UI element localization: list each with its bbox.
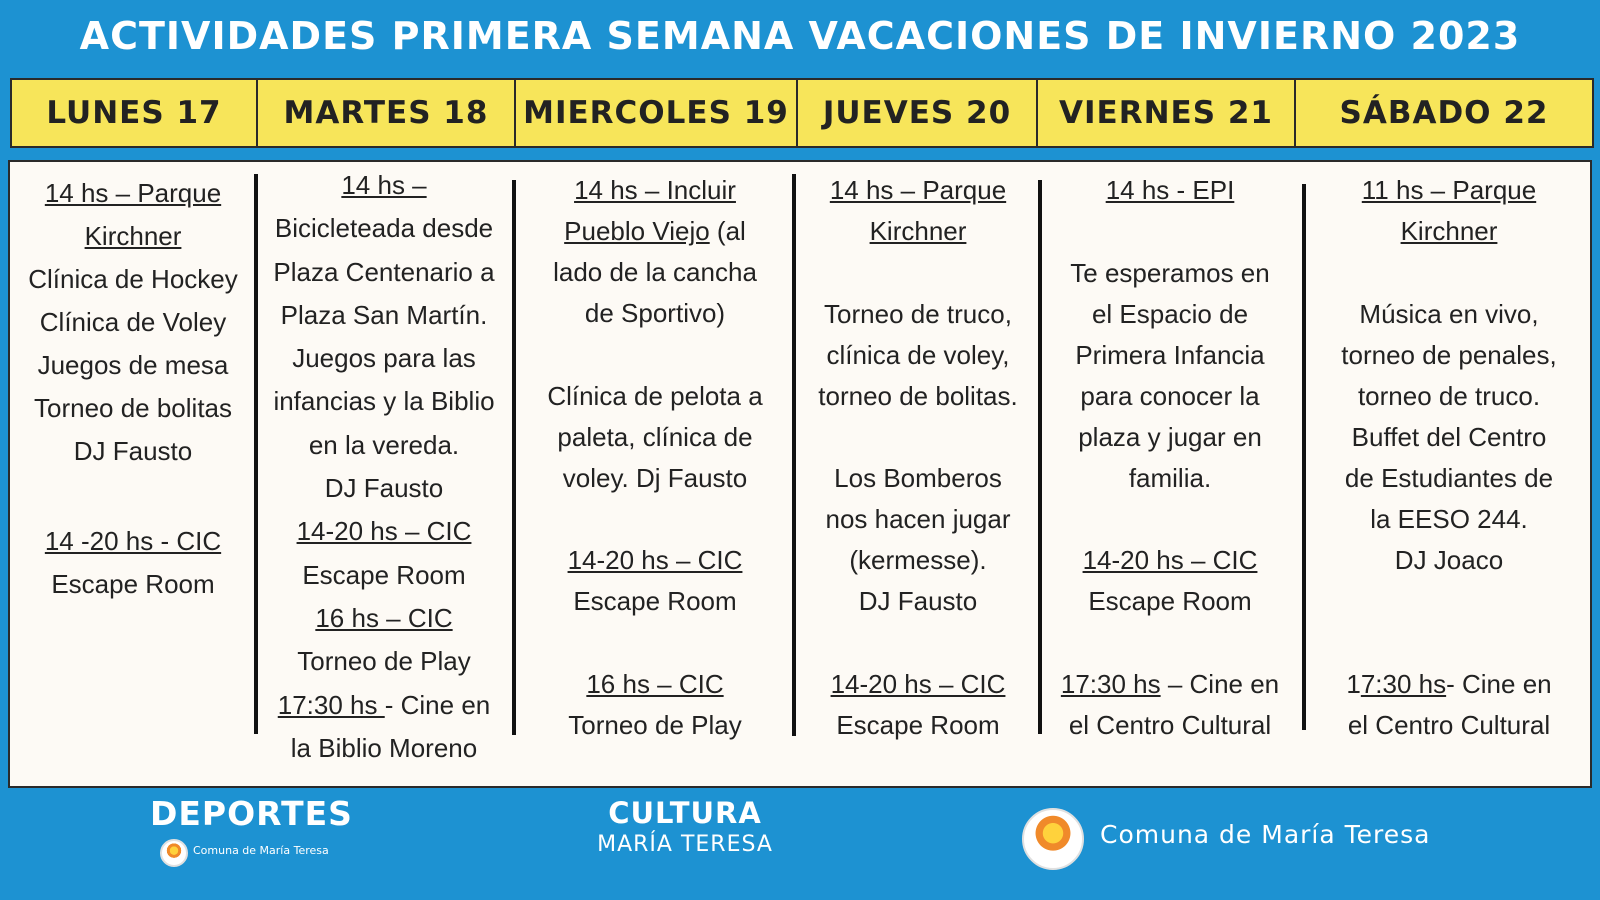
time-location: 14-20 hs – CIC	[567, 545, 743, 575]
activity-line: Escape Room	[573, 586, 737, 616]
cultura-sub-text: MARÍA TERESA	[597, 832, 773, 857]
activity-line: paleta, clínica de	[557, 421, 753, 452]
column-jueves	[796, 170, 1040, 746]
day-header-sabado: SÁBADO 22	[1294, 78, 1594, 148]
time-location: 14 -20 hs - CIC	[44, 526, 222, 556]
activity-text: – Cine en	[1160, 668, 1280, 699]
activity-line: para conocer la	[1080, 380, 1260, 411]
activity-line: Torneo de Play	[568, 709, 742, 740]
activity-line: nos hacen jugar	[825, 504, 1011, 534]
time-location: 14 hs – Parque	[44, 178, 222, 208]
activity-line: Plaza San Martín.	[280, 299, 488, 330]
column-viernes	[1042, 170, 1298, 746]
comuna-seal-icon	[160, 839, 188, 867]
time-location: 14-20 hs – CIC	[1082, 545, 1258, 575]
day-header-miercoles: MIERCOLES 19	[514, 78, 798, 148]
activity-line: torneo de truco.	[1357, 380, 1541, 411]
activity-text: - Cine en	[1446, 668, 1552, 699]
activity-line: la EESO 244.	[1370, 503, 1528, 534]
activity-line: Te esperamos en	[1070, 257, 1270, 288]
activity-line: Escape Room	[302, 559, 466, 590]
time-location: 14 hs – Parque	[829, 175, 1007, 205]
activity-line: en la vereda.	[308, 429, 460, 460]
time-location: 14 hs –	[341, 170, 427, 200]
activity-line: DJ Fausto	[73, 436, 193, 466]
activity-line: clínica de voley,	[826, 339, 1010, 370]
column-sabado	[1306, 170, 1592, 746]
time-location: 11 hs – Parque	[1361, 175, 1537, 205]
activity-line	[1042, 664, 1298, 705]
column-lunes	[10, 172, 256, 606]
activity-line: Escape Room	[51, 569, 215, 599]
time-location: 14 hs - EPI	[1105, 175, 1235, 205]
activity-text: - Cine en	[384, 689, 491, 720]
activity-line: el Centro Cultural	[1347, 709, 1551, 740]
time-location: Kirchner	[84, 221, 182, 251]
location-name: Pueblo Viejo	[564, 216, 710, 246]
time-location: 17:30 hs	[277, 689, 385, 720]
activity-line: Torneo de truco,	[824, 298, 1012, 329]
day-header-jueves: JUEVES 20	[796, 78, 1038, 148]
activity-line: Bicicleteada desde	[274, 213, 494, 244]
column-martes	[258, 164, 510, 770]
activity-line: Juegos para las	[292, 343, 476, 374]
deportes-logo-text: DEPORTES	[150, 794, 353, 833]
activity-line	[258, 684, 510, 727]
deportes-sub-text: Comuna de María Teresa	[193, 844, 329, 857]
activity-line: lado de la cancha	[553, 257, 757, 287]
activity-line: de Estudiantes de	[1344, 462, 1554, 493]
time-location: 17:30 hs	[1060, 668, 1161, 699]
activity-line: plaza y jugar en	[1078, 421, 1262, 452]
activity-line: Primera Infancia	[1075, 339, 1265, 370]
activity-line: familia.	[1128, 462, 1212, 493]
time-digit: 1	[1346, 668, 1361, 699]
day-header-row	[10, 78, 1594, 148]
activity-line: DJ Fausto	[324, 473, 444, 504]
comuna-name-text: Comuna de María Teresa	[1100, 820, 1431, 849]
activity-line: de Sportivo)	[584, 298, 726, 328]
time-location: 14-20 hs – CIC	[830, 668, 1006, 699]
activity-line: torneo de penales,	[1341, 339, 1557, 370]
activity-line: Clínica de Voley	[39, 307, 227, 337]
activity-line: el Centro Cultural	[1068, 709, 1272, 740]
activity-line: Torneo de bolitas	[33, 393, 233, 423]
time-location: Kirchner	[869, 216, 967, 246]
day-header-martes: MARTES 18	[256, 78, 516, 148]
activity-line: Escape Room	[1088, 586, 1252, 616]
activity-line: Plaza Centenario a	[273, 256, 495, 287]
activity-line: Los Bomberos	[834, 463, 1002, 493]
activity-line: Buffet del Centro	[1351, 421, 1547, 452]
time-location: 14 hs – Incluir	[574, 175, 736, 205]
activity-line: Torneo de Play	[297, 646, 471, 677]
schedule-panel	[8, 160, 1592, 788]
activity-line: torneo de bolitas.	[818, 380, 1018, 411]
activity-line: Escape Room	[836, 709, 1000, 740]
day-header-viernes: VIERNES 21	[1036, 78, 1296, 148]
time-location: 7:30 hs	[1360, 668, 1447, 699]
time-location: 16 hs – CIC	[586, 668, 724, 699]
time-location: 14-20 hs – CIC	[296, 516, 472, 547]
page-title: ACTIVIDADES PRIMERA SEMANA VACACIONES DE INVIERNO 2023	[79, 14, 1521, 58]
activity-line: Juegos de mesa	[37, 350, 229, 380]
activity-line	[1306, 664, 1592, 705]
activity-line: el Espacio de	[1091, 298, 1249, 329]
activity-line: DJ Fausto	[858, 586, 978, 616]
activity-line: la Biblio Moreno	[290, 732, 478, 763]
comuna-seal-icon	[1022, 808, 1084, 870]
day-header-lunes: LUNES 17	[10, 78, 258, 148]
activity-line: Música en vivo,	[1359, 298, 1539, 329]
activity-line: DJ Joaco	[1394, 544, 1504, 575]
activity-text: (al	[709, 216, 746, 246]
activity-line: voley. Dj Fausto	[562, 462, 748, 493]
column-miercoles	[516, 170, 794, 746]
activity-line: Clínica de Hockey	[28, 264, 238, 294]
activity-line	[516, 211, 794, 252]
activity-line: Clínica de pelota a	[547, 380, 763, 411]
cultura-logo-text: CULTURA	[608, 796, 762, 830]
activity-line: infancias y la Biblio	[273, 386, 495, 417]
activity-line: (kermesse).	[849, 545, 987, 575]
time-location: 16 hs – CIC	[315, 602, 453, 633]
time-location: Kirchner	[1400, 216, 1498, 246]
